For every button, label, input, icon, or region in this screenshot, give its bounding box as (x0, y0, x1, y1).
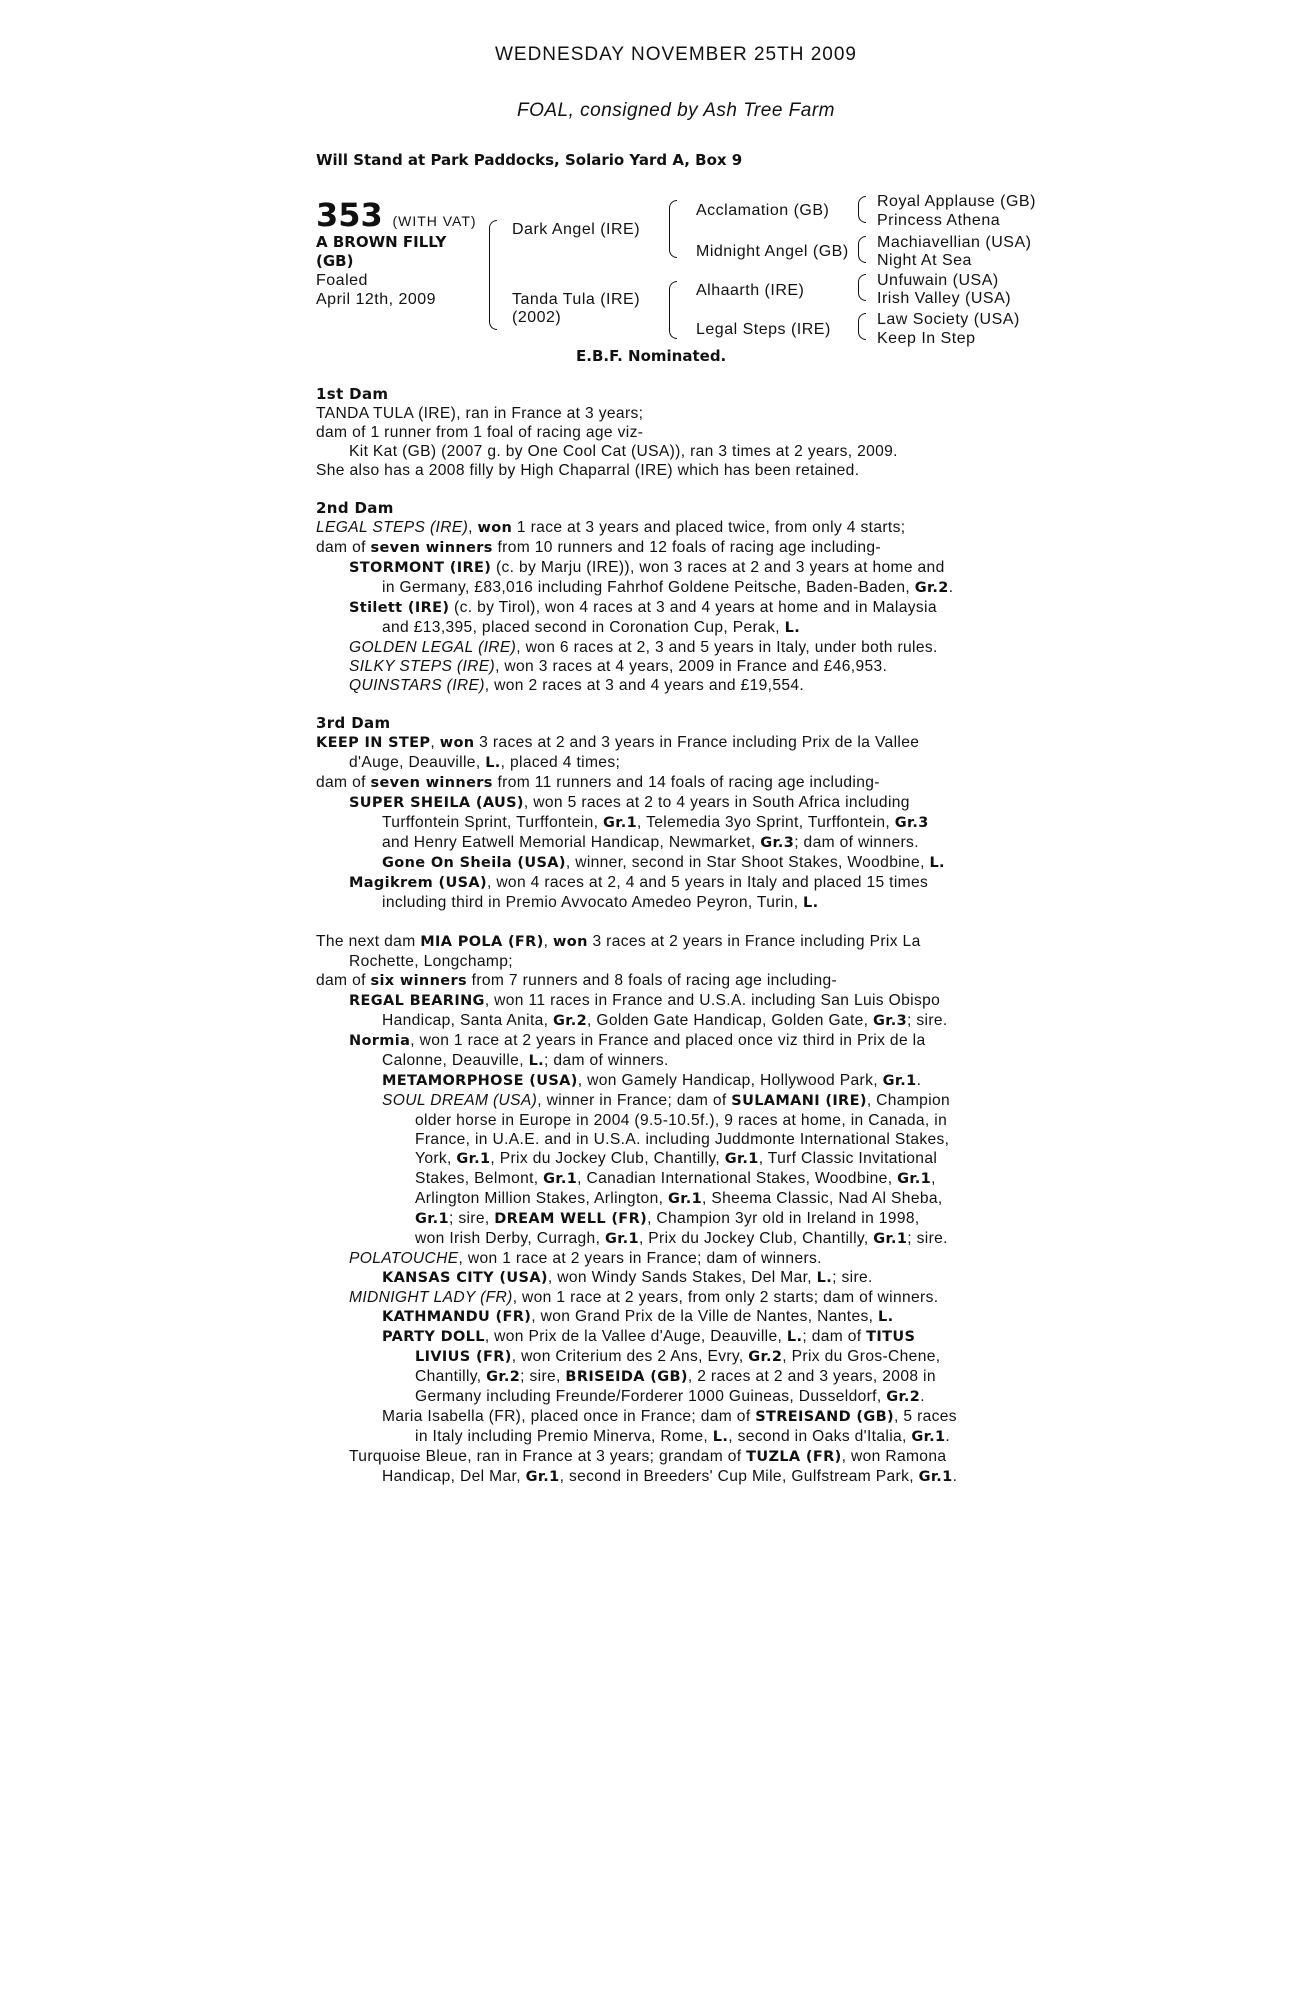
section-heading: 1st Dam (316, 385, 389, 403)
pedigree-ancestor: Night At Sea (877, 252, 972, 269)
text-line: Turffontein Sprint, Turffontein, Gr.1, Telemedia 3yo Sprint, Turffontein, Gr.3 (382, 814, 929, 831)
stand-location: Will Stand at Park Paddocks, Solario Yard A, Box 9 (316, 151, 743, 169)
text-line: Handicap, Del Mar, Gr.1, second in Breeders' Cup Mile, Gulfstream Park, Gr.1. (382, 1468, 958, 1485)
pedigree-ancestor: Irish Valley (USA) (877, 290, 1012, 307)
pedigree-sire-dam: Midnight Angel (GB) (696, 243, 849, 260)
text-line: REGAL BEARING, won 11 races in France and U.S.A. including San Luis Obispo (349, 992, 941, 1009)
pedigree-sire: Dark Angel (IRE) (512, 221, 641, 238)
foaled-date (316, 271, 436, 309)
pedigree-dam-year: (2002) (512, 309, 562, 326)
text-line: LEGAL STEPS (IRE), won 1 race at 3 years and placed twice, from only 4 starts; (316, 519, 906, 536)
consignment-line: FOAL, consigned by Ash Tree Farm (516, 100, 835, 121)
text-line: d'Auge, Deauville, L., placed 4 times; (349, 754, 621, 771)
foaled-value: April 12th, 2009 (316, 291, 437, 308)
text-line: France, in U.A.E. and in U.S.A. including Juddmonte International Stakes, (415, 1131, 950, 1148)
pedigree-ancestor: Princess Athena (877, 212, 1001, 229)
text-line: Turquoise Bleue, ran in France at 3 years; grandam of TUZLA (FR), won Ramona (349, 1448, 947, 1465)
text-line: KATHMANDU (FR), won Grand Prix de la Ville de Nantes, Nantes, L. (382, 1308, 894, 1325)
text-line: older horse in Europe in 2004 (9.5-10.5f.), 9 races at home, in Canada, in (415, 1112, 948, 1129)
pedigree-dam-sire: Alhaarth (IRE) (696, 282, 805, 299)
text-line: SILKY STEPS (IRE), won 3 races at 4 years, 2009 in France and £46,953. (349, 658, 888, 675)
pedigree-brace (858, 313, 866, 340)
text-line: KEEP IN STEP, won 3 races at 2 and 3 years in France including Prix de la Vallee (316, 734, 920, 751)
text-line: Chantilly, Gr.2; sire, BRISEIDA (GB), 2 races at 2 and 3 years, 2008 in (415, 1368, 936, 1385)
text-line: MIDNIGHT LADY (FR), won 1 race at 2 years, from only 2 starts; dam of winners. (349, 1289, 939, 1306)
text-line: Magikrem (USA), won 4 races at 2, 4 and 5 years in Italy and placed 15 times (349, 874, 929, 891)
text-line: SUPER SHEILA (AUS), won 5 races at 2 to 4 years in South Africa including (349, 794, 910, 811)
text-line: LIVIUS (FR), won Criterium des 2 Ans, Evry, Gr.2, Prix du Gros-Chene, (415, 1348, 941, 1365)
lot-description-line: A BROWN FILLY (316, 233, 447, 251)
text-line: PARTY DOLL, won Prix de la Vallee d'Auge, Deauville, L.; dam of TITUS (382, 1328, 916, 1345)
text-line: dam of seven winners from 11 runners and 14 foals of racing age including- (316, 774, 880, 791)
text-line: GOLDEN LEGAL (IRE), won 6 races at 2, 3 and 5 years in Italy, under both rules. (349, 639, 938, 656)
pedigree-ancestor: Royal Applause (GB) (877, 193, 1036, 210)
section-heading: 3rd Dam (316, 714, 391, 732)
pedigree-dam-dam: Legal Steps (IRE) (696, 321, 831, 338)
pedigree-ancestor: Keep In Step (877, 330, 976, 347)
text-line: The next dam MIA POLA (FR), won 3 races at 2 years in France including Prix La (316, 933, 921, 950)
text-line: in Germany, £83,016 including Fahrhof Goldene Peitsche, Baden-Baden, Gr.2. (382, 579, 954, 596)
pedigree-brace (489, 220, 497, 330)
text-line: Stilett (IRE) (c. by Tirol), won 4 races at 3 and 4 years at home and in Malaysia (349, 599, 937, 616)
text-line: Arlington Million Stakes, Arlington, Gr.1, Sheema Classic, Nad Al Sheba, (415, 1190, 943, 1207)
pedigree-dam: Tanda Tula (IRE) (512, 291, 641, 308)
text-line: dam of 1 runner from 1 foal of racing age viz- (316, 424, 644, 441)
text-line: KANSAS CITY (USA), won Windy Sands Stakes, Del Mar, L.; sire. (382, 1269, 873, 1286)
text-line: Germany including Freunde/Forderer 1000 Guineas, Dusseldorf, Gr.2. (415, 1388, 925, 1405)
text-line: in Italy including Premio Minerva, Rome, L., second in Oaks d'Italia, Gr.1. (415, 1428, 951, 1445)
pedigree-ancestor: Law Society (USA) (877, 311, 1020, 328)
text-line: Rochette, Longchamp; (349, 953, 513, 970)
foaled-label: Foaled (316, 272, 368, 289)
text-line: won Irish Derby, Curragh, Gr.1, Prix du Jockey Club, Chantilly, Gr.1; sire. (415, 1230, 948, 1247)
text-line: Gr.1; sire, DREAM WELL (FR), Champion 3yr old in Ireland in 1998, (415, 1210, 920, 1227)
pedigree-brace (858, 196, 866, 223)
text-line: SOUL DREAM (USA), winner in France; dam of SULAMANI (IRE), Champion (382, 1092, 951, 1109)
lot-number: 353 (316, 196, 383, 234)
text-line: STORMONT (IRE) (c. by Marju (IRE)), won 3 races at 2 and 3 years at home and (349, 559, 945, 576)
text-line: including third in Premio Avvocato Amedeo Peyron, Turin, L. (382, 894, 819, 911)
pedigree-brace (858, 274, 866, 301)
text-line: METAMORPHOSE (USA), won Gamely Handicap, Hollywood Park, Gr.1. (382, 1072, 922, 1089)
text-line: She also has a 2008 filly by High Chaparral (IRE) which has been retained. (316, 462, 860, 479)
sale-date: WEDNESDAY NOVEMBER 25TH 2009 (494, 44, 857, 65)
lot-description-line: (GB) (316, 252, 354, 270)
text-line: TANDA TULA (IRE), ran in France at 3 years; (316, 405, 644, 422)
pedigree-brace (858, 236, 866, 263)
text-line: Kit Kat (GB) (2007 g. by One Cool Cat (USA)), ran 3 times at 2 years, 2009. (349, 443, 898, 460)
lot-description (316, 233, 476, 271)
text-line: POLATOUCHE, won 1 race at 2 years in France; dam of winners. (349, 1250, 822, 1267)
text-line: and £13,395, placed second in Coronation Cup, Perak, L. (382, 619, 801, 636)
text-line: Calonne, Deauville, L.; dam of winners. (382, 1052, 669, 1069)
text-line: dam of six winners from 7 runners and 8 foals of racing age including- (316, 972, 838, 989)
text-line: Normia, won 1 race at 2 years in France and placed once viz third in Prix de la (349, 1032, 926, 1049)
vat-note: (WITH VAT) (392, 213, 477, 229)
pedigree-ancestor: Machiavellian (USA) (877, 234, 1032, 251)
text-line: Gone On Sheila (USA), winner, second in Star Shoot Stakes, Woodbine, L. (382, 854, 945, 871)
text-line: QUINSTARS (IRE), won 2 races at 3 and 4 years and £19,554. (349, 677, 805, 694)
text-line: and Henry Eatwell Memorial Handicap, Newmarket, Gr.3; dam of winners. (382, 834, 919, 851)
pedigree-brace (669, 200, 677, 258)
text-line: Handicap, Santa Anita, Gr.2, Golden Gate Handicap, Golden Gate, Gr.3; sire. (382, 1012, 948, 1029)
text-line: dam of seven winners from 10 runners and 12 foals of racing age including- (316, 539, 881, 556)
section-heading: 2nd Dam (316, 499, 394, 517)
text-line: Stakes, Belmont, Gr.1, Canadian International Stakes, Woodbine, Gr.1, (415, 1170, 936, 1187)
pedigree-notes (316, 385, 1036, 1487)
lot-header (316, 196, 477, 234)
text-line: York, Gr.1, Prix du Jockey Club, Chantilly, Gr.1, Turf Classic Invitational (415, 1150, 938, 1167)
text-line: Maria Isabella (FR), placed once in France; dam of STREISAND (GB), 5 races (382, 1408, 957, 1425)
pedigree-brace (669, 281, 677, 339)
pedigree-sire-sire: Acclamation (GB) (696, 202, 830, 219)
pedigree-ancestor: Unfuwain (USA) (877, 272, 999, 289)
ebf-nomination: E.B.F. Nominated. (576, 347, 727, 365)
